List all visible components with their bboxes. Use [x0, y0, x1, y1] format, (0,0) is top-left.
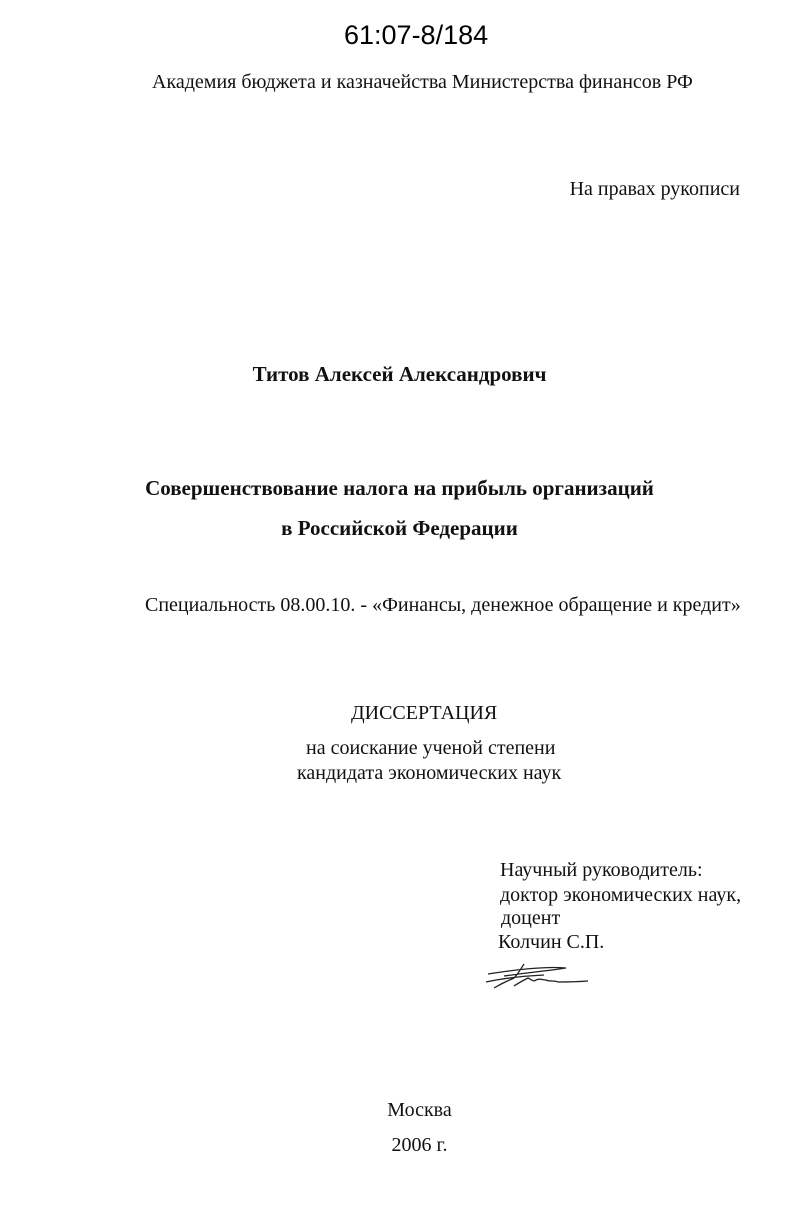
author-name: Титов Алексей Александрович — [252, 362, 547, 386]
year: 2006 г. — [391, 1134, 448, 1156]
thesis-title-line-2: в Российской Федерации — [281, 516, 518, 540]
document-type: ДИССЕРТАЦИЯ — [351, 702, 498, 724]
supervisor-rank: доцент — [501, 907, 561, 929]
supervisor-label: Научный руководитель: — [500, 859, 703, 881]
city: Москва — [387, 1099, 452, 1121]
specialty: Специальность 08.00.10. - «Финансы, денежное обращение и кредит» — [145, 594, 741, 616]
catalog-code: 61:07-8/184 — [344, 20, 489, 50]
signature — [484, 960, 594, 994]
degree-line-2: кандидата экономических наук — [297, 762, 562, 784]
institution: Академия бюджета и казначейства Министерства финансов РФ — [152, 71, 693, 93]
supervisor-name: Колчин С.П. — [498, 931, 605, 953]
supervisor-degree: доктор экономических наук, — [500, 884, 742, 906]
thesis-title-line-1: Совершенствование налога на прибыль организаций — [145, 476, 654, 500]
degree-line-1: на соискание ученой степени — [306, 737, 556, 759]
manuscript-rights: На правах рукописи — [569, 178, 740, 200]
